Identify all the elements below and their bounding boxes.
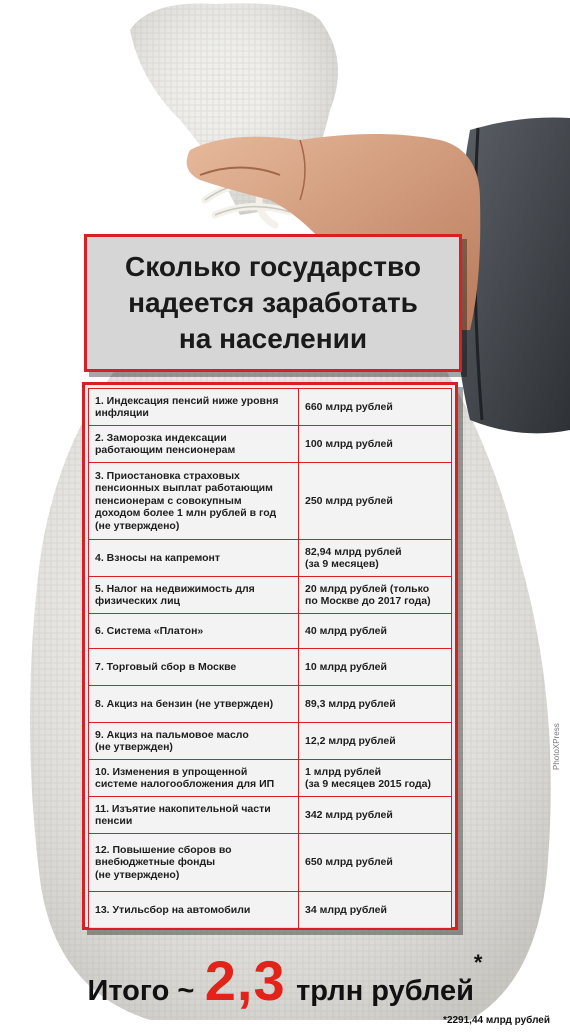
row-item: 6. Система «Платон» <box>89 614 299 649</box>
total-line <box>0 948 570 1012</box>
table-row <box>89 797 452 834</box>
measures-table <box>82 382 458 930</box>
row-value: 12,2 млрд рублей <box>299 723 452 760</box>
table-row <box>89 760 452 797</box>
row-item: 3. Приостановка страховых пенсионных выплат работающим пенсионерам с совокупным доходом более 1 млн рублей в год (не утверждено) <box>89 463 299 540</box>
title-box <box>84 234 462 372</box>
row-item: 11. Изъятие накопительной части пенсии <box>89 797 299 834</box>
table-row <box>89 426 452 463</box>
table-row <box>89 389 452 426</box>
table-row <box>89 577 452 614</box>
table-row <box>89 834 452 892</box>
table-row <box>89 723 452 760</box>
row-value: 34 млрд рублей <box>299 892 452 929</box>
row-item: 5. Налог на недвижимость для физических лиц <box>89 577 299 614</box>
table-row <box>89 649 452 686</box>
table-row <box>89 614 452 649</box>
row-value: 660 млрд рублей <box>299 389 452 426</box>
table-row <box>89 686 452 723</box>
row-value: 40 млрд рублей <box>299 614 452 649</box>
row-value: 89,3 млрд рублей <box>299 686 452 723</box>
row-item: 7. Торговый сбор в Москве <box>89 649 299 686</box>
row-item: 10. Изменения в упрощенной системе налогообложения для ИП <box>89 760 299 797</box>
total-prefix: Итого ~ <box>87 975 195 1007</box>
row-value: 20 млрд рублей (только по Москве до 2017 года) <box>299 577 452 614</box>
row-value: 1 млрд рублей (за 9 месяцев 2015 года) <box>299 760 452 797</box>
row-value: 82,94 млрд рублей (за 9 месяцев) <box>299 540 452 577</box>
row-value: 100 млрд рублей <box>299 426 452 463</box>
table-row <box>89 463 452 540</box>
footnote: *2291,44 млрд рублей <box>443 1015 550 1026</box>
total-footnote-mark: * <box>473 950 483 975</box>
row-value: 10 млрд рублей <box>299 649 452 686</box>
row-item: 13. Утильсбор на автомобили <box>89 892 299 929</box>
row-item: 1. Индексация пенсий ниже уровня инфляции <box>89 389 299 426</box>
row-item: 12. Повышение сборов во внебюджетные фонды (не утверждено) <box>89 834 299 892</box>
total-amount: 2,3 <box>204 949 286 1012</box>
table-row <box>89 892 452 929</box>
row-value: 650 млрд рублей <box>299 834 452 892</box>
row-item: 9. Акциз на пальмовое масло (не утвержден) <box>89 723 299 760</box>
row-item: 4. Взносы на капремонт <box>89 540 299 577</box>
table-row <box>89 540 452 577</box>
photo-credit: PhotoXPress <box>552 723 561 770</box>
row-item: 8. Акциз на бензин (не утвержден) <box>89 686 299 723</box>
row-value: 342 млрд рублей <box>299 797 452 834</box>
row-value: 250 млрд рублей <box>299 463 452 540</box>
row-item: 2. Заморозка индексации работающим пенсионерам <box>89 426 299 463</box>
total-suffix: трлн рублей <box>296 975 474 1007</box>
page-title: Сколько государство надеется заработать на населении <box>125 251 421 354</box>
